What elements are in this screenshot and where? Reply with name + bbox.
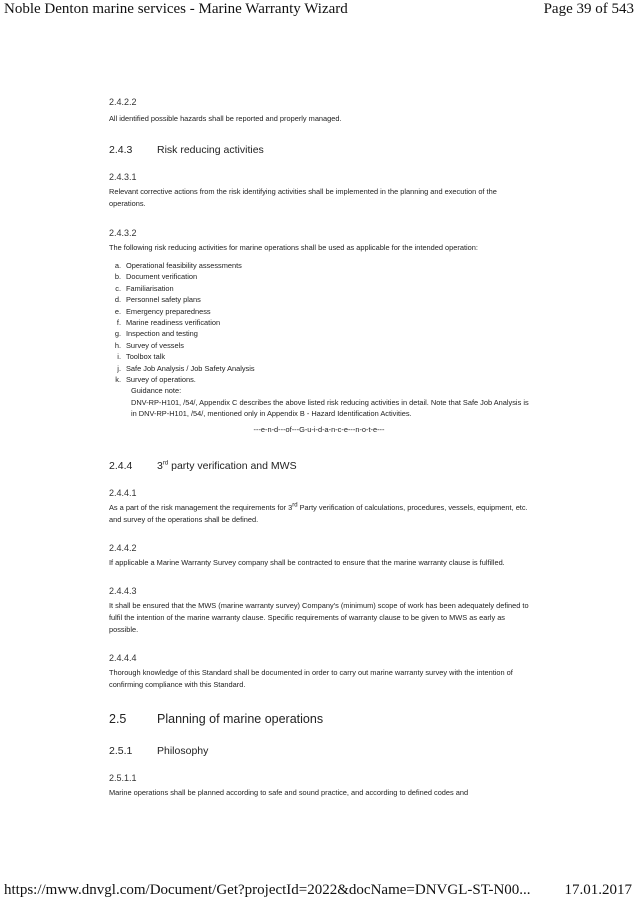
list-marker: j. bbox=[117, 363, 121, 373]
list-item bbox=[109, 328, 529, 339]
list-item-text: Safe Job Analysis / Job Safety Analysis bbox=[126, 363, 255, 373]
section-number: 2.4.3 bbox=[109, 144, 133, 156]
section-heading bbox=[109, 744, 529, 758]
list-marker: d. bbox=[114, 295, 121, 305]
section-2-5 bbox=[109, 711, 529, 727]
clause-number: 2.4.4.2 bbox=[109, 542, 137, 553]
list-item bbox=[109, 363, 529, 374]
guidance-label: Guidance note: bbox=[131, 386, 182, 396]
clause-text: All identified possible hazards shall be reported and properly managed. bbox=[109, 114, 342, 123]
section-2-4-4 bbox=[109, 459, 529, 473]
list-item-text: Emergency preparedness bbox=[126, 306, 211, 316]
clause-number: 2.4.3.2 bbox=[109, 228, 137, 238]
list-marker: c. bbox=[115, 283, 121, 293]
clause-text: The following risk reducing activities for marine operations shall be used as applicable for the intended operation: bbox=[109, 243, 478, 252]
list-item-text: Survey of vessels bbox=[126, 340, 184, 350]
section-2-4-2-2 bbox=[109, 96, 529, 125]
list-item-text: Document verification bbox=[126, 272, 198, 282]
list-item bbox=[109, 374, 529, 385]
section-2-5-1-1 bbox=[109, 772, 529, 799]
section-number: 2.4.4 bbox=[109, 459, 133, 472]
list-marker: e. bbox=[114, 306, 121, 316]
list-item bbox=[109, 271, 529, 282]
print-footer bbox=[0, 879, 638, 901]
list-item-text: Toolbox talk bbox=[126, 352, 166, 362]
list-item-text: Survey of operations. bbox=[126, 375, 196, 385]
section-2-4-3 bbox=[109, 143, 529, 157]
list-item bbox=[109, 283, 529, 294]
list-marker: a. bbox=[114, 261, 121, 270]
clause-number: 2.4.3.1 bbox=[109, 172, 137, 182]
print-header bbox=[0, 0, 638, 20]
chapter-heading bbox=[109, 711, 529, 727]
text-part: Party verification of calculations, procedures, vessels, equipment, etc. and survey of the operations shall be defined. bbox=[109, 502, 528, 524]
list-item-text: Familiarisation bbox=[126, 283, 174, 293]
section-heading bbox=[109, 143, 529, 157]
list-item bbox=[109, 340, 529, 351]
list-marker: k. bbox=[115, 375, 121, 385]
list-item bbox=[109, 260, 529, 271]
clause-text: If applicable a Marine Warranty Survey company shall be contracted to ensure that the marine warranty clause is fulfilled. bbox=[109, 557, 505, 567]
section-2-4-3-2 bbox=[109, 227, 529, 436]
section-title: Philosophy bbox=[157, 744, 209, 757]
title-part: 3 bbox=[157, 459, 163, 472]
clause-number: 2.5.1.1 bbox=[109, 772, 137, 783]
section-2-4-4-3 bbox=[109, 585, 529, 636]
document-body bbox=[109, 96, 529, 799]
text-superscript: rd bbox=[292, 502, 298, 509]
clause-text: Relevant corrective actions from the risk identifying activities shall be implemented in the planning and execution of the operations. bbox=[109, 187, 497, 208]
section-2-4-4-1 bbox=[109, 487, 529, 526]
risk-reducing-list bbox=[109, 260, 529, 385]
guidance-end-marker: ---e-n-d---of---G-u-i-d-a-n-c-e---n-o-t-e--- bbox=[253, 424, 385, 434]
section-2-4-4-2 bbox=[109, 542, 529, 569]
list-item-text: Marine readiness verification bbox=[126, 318, 221, 328]
list-marker: g. bbox=[114, 329, 121, 339]
list-item-text: Operational feasibility assessments bbox=[126, 261, 242, 270]
list-marker: f. bbox=[116, 318, 121, 328]
list-item bbox=[109, 294, 529, 305]
section-heading bbox=[109, 459, 529, 473]
list-marker: i. bbox=[117, 352, 121, 362]
section-number: 2.5.1 bbox=[109, 744, 133, 757]
section-2-5-1 bbox=[109, 744, 529, 758]
section-number: 2.5 bbox=[109, 711, 127, 726]
clause-number: 2.4.4.4 bbox=[109, 652, 137, 663]
list-item bbox=[109, 317, 529, 328]
list-item-text: Inspection and testing bbox=[126, 329, 198, 339]
clause-text: Thorough knowledge of this Standard shall be documented in order to carry out marine warranty survey with the intention of confirming compliance with this Standard. bbox=[109, 667, 513, 689]
title-part: party verification and MWS bbox=[168, 459, 297, 472]
document-url[interactable]: https://mww.dnvgl.com/Document/Get?projectId=2022&docName=DNVGL-ST-N00... bbox=[4, 882, 531, 898]
list-item-text: Personnel safety plans bbox=[126, 295, 201, 305]
clause-text: It shall be ensured that the MWS (marine warranty survey) Company's (minimum) scope of work has been adequately defined to fulfil the intention of the marine warranty clause. Specific requirements of warranty clause to be given to MWS as early as possible. bbox=[109, 600, 529, 634]
guidance-note bbox=[109, 385, 529, 419]
section-title: Planning of marine operations bbox=[157, 711, 324, 726]
page-number: Page 39 of 543 bbox=[543, 1, 634, 17]
list-marker: h. bbox=[114, 340, 121, 350]
section-2-4-3-1 bbox=[109, 171, 529, 210]
list-marker: b. bbox=[114, 272, 121, 282]
document-title: Noble Denton marine services - Marine Warranty Wizard bbox=[4, 1, 348, 17]
list-item bbox=[109, 351, 529, 362]
guidance-text: DNV-RP-H101, /54/, Appendix C describes the above listed risk reducing activities in detail. Note that Safe Job Analysis is in DNV-RP-H101, /54/, mentioned only in Appendix B - Hazard Identification Activities. bbox=[131, 397, 529, 419]
section-title: Risk reducing activities bbox=[157, 144, 264, 156]
print-date: 17.01.2017 bbox=[564, 882, 632, 898]
clause-text bbox=[109, 502, 529, 526]
clause-number: 2.4.2.2 bbox=[109, 97, 137, 107]
clause-number: 2.4.4.1 bbox=[109, 487, 137, 498]
section-title bbox=[157, 459, 297, 473]
clause-number: 2.4.4.3 bbox=[109, 585, 137, 596]
text-part: As a part of the risk management the requirements for 3 bbox=[109, 502, 293, 512]
title-superscript: rd bbox=[162, 460, 169, 467]
clause-text: Marine operations shall be planned according to safe and sound practice, and according to defined codes and bbox=[109, 787, 469, 797]
list-item bbox=[109, 306, 529, 317]
section-2-4-4-4 bbox=[109, 652, 529, 691]
